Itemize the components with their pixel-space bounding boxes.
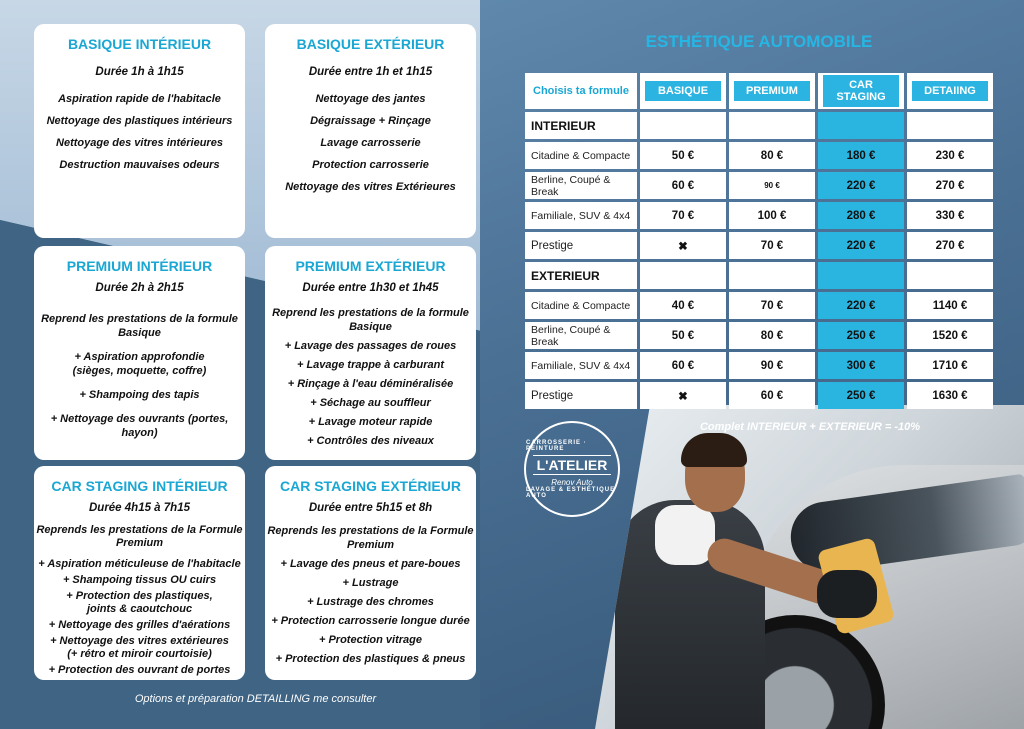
table-header-row — [525, 73, 993, 109]
empty-cell — [729, 112, 815, 139]
header-cell — [818, 73, 904, 109]
list-item: + Protection des ouvrant de portes — [48, 664, 231, 676]
price-cell: 270 € — [907, 172, 993, 199]
price-cell: 1520 € — [907, 322, 993, 349]
list-item: Reprend les prestations de la formule Basique — [41, 313, 238, 339]
price-cell: 220 € — [818, 292, 904, 319]
choose-formula-cell — [525, 73, 637, 109]
column-header: DETAIING — [912, 81, 988, 101]
list-item: Destruction mauvaises odeurs — [59, 159, 220, 171]
price-cell: 1630 € — [907, 382, 993, 409]
column-header: CAR STAGING — [823, 75, 899, 107]
header-cell — [640, 73, 726, 109]
list-item: + Lustrage — [342, 577, 399, 589]
price-cell: 60 € — [729, 382, 815, 409]
card-title: CAR STAGING INTÉRIEUR — [51, 478, 228, 494]
price-cell: 70 € — [729, 292, 815, 319]
card-basique-exterieur — [265, 24, 476, 238]
list-item: + Contrôles des niveaux — [307, 435, 434, 447]
list-item: Nettoyage des vitres Extérieures — [285, 181, 456, 193]
row-label: Berline, Coupé & Break — [525, 172, 637, 199]
list-item: Nettoyage des vitres intérieures — [56, 137, 223, 149]
price-cell: 80 € — [729, 322, 815, 349]
list-item: Nettoyage des jantes — [315, 93, 426, 105]
card-duration: Durée entre 1h et 1h15 — [308, 66, 433, 78]
card-premium-exterieur — [265, 246, 476, 460]
row-label: Citadine & Compacte — [525, 292, 637, 319]
card-title: CAR STAGING EXTÉRIEUR — [280, 478, 461, 494]
price-cell: ✖ — [640, 382, 726, 409]
list-item: Protection carrosserie — [312, 159, 429, 171]
price-cell: ✖ — [640, 232, 726, 259]
choose-formula-label: Choisis ta formule — [533, 85, 629, 97]
card-duration: Durée 4h15 à 7h15 — [88, 502, 190, 514]
list-item: + Lavage des pneus et pare-boues — [280, 558, 461, 570]
price-cell: 1710 € — [907, 352, 993, 379]
list-item: + Nettoyage des grilles d'aérations — [48, 619, 231, 631]
list-item: + Aspiration méticuleuse de l'habitacle — [38, 558, 241, 570]
section-row — [525, 112, 993, 139]
list-item: Reprends les prestations de la Formule Premium — [36, 524, 243, 549]
empty-cell — [640, 262, 726, 289]
logo-subtitle: Renov Auto — [551, 477, 593, 487]
price-cell: 70 € — [640, 202, 726, 229]
table-row — [525, 142, 993, 169]
price-cell: 100 € — [729, 202, 815, 229]
table-row — [525, 232, 993, 259]
card-basique-interieur — [34, 24, 245, 238]
list-item: + Shampoing tissus OU cuirs — [62, 574, 217, 586]
empty-cell — [818, 112, 904, 139]
list-item: Reprends les prestations de la Formule Premium — [267, 525, 474, 551]
row-label: Familiale, SUV & 4x4 — [525, 202, 637, 229]
list-item: + Nettoyage des ouvrants (portes, hayon) — [50, 413, 229, 439]
price-table — [522, 70, 996, 412]
card-items — [34, 524, 245, 677]
card-car-staging-interieur — [34, 466, 245, 680]
price-cell: 180 € — [818, 142, 904, 169]
row-label: Berline, Coupé & Break — [525, 322, 637, 349]
worker-shirt — [655, 505, 715, 565]
footer-note: Options et préparation DETAILLING me consulter — [134, 693, 377, 705]
table-row — [525, 292, 993, 319]
discount-note: Complet INTERIEUR + EXTERIEUR = -10% — [699, 421, 921, 433]
column-header: BASIQUE — [645, 81, 721, 101]
price-cell: 300 € — [818, 352, 904, 379]
price-cell: 1140 € — [907, 292, 993, 319]
table-row — [525, 172, 993, 199]
table-row — [525, 382, 993, 409]
empty-cell — [729, 262, 815, 289]
empty-cell — [907, 262, 993, 289]
list-item: + Nettoyage des vitres extérieures (+ rétro et miroir courtoisie) — [50, 635, 229, 660]
row-label: Familiale, SUV & 4x4 — [525, 352, 637, 379]
price-cell: 250 € — [818, 322, 904, 349]
card-duration: Durée 2h à 2h15 — [95, 282, 184, 294]
empty-cell — [640, 112, 726, 139]
column-header: PREMIUM — [734, 81, 810, 101]
empty-cell — [907, 112, 993, 139]
card-items — [265, 524, 476, 666]
price-cell: 90 € — [729, 172, 815, 199]
card-title: BASIQUE INTÉRIEUR — [67, 36, 212, 52]
card-title: PREMIUM EXTÉRIEUR — [295, 258, 446, 274]
table-title: ESTHÉTIQUE AUTOMOBILE — [645, 32, 873, 51]
section-label: INTERIEUR — [525, 112, 637, 139]
card-title: BASIQUE EXTÉRIEUR — [296, 36, 445, 52]
list-item: Lavage carrosserie — [320, 137, 421, 149]
header-cell — [907, 73, 993, 109]
list-item: + Lavage des passages de roues — [284, 340, 457, 352]
card-premium-interieur — [34, 246, 245, 460]
car-detailing-photo — [595, 405, 1024, 729]
card-items — [34, 92, 245, 172]
list-item: + Protection carrosserie longue durée — [271, 615, 470, 627]
table-row — [525, 202, 993, 229]
price-cell: 50 € — [640, 322, 726, 349]
list-item: + Protection des plastiques, joints & caoutchouc — [66, 590, 213, 615]
list-item: + Séchage au souffleur — [310, 397, 431, 409]
price-cell: 80 € — [729, 142, 815, 169]
card-duration: Durée entre 1h30 et 1h45 — [302, 282, 439, 294]
list-item: Aspiration rapide de l'habitacle — [58, 93, 221, 105]
card-items — [265, 306, 476, 448]
card-duration: Durée entre 5h15 et 8h — [308, 502, 433, 514]
price-cell: 220 € — [818, 232, 904, 259]
row-label: Prestige — [525, 382, 637, 409]
worker-hair — [681, 433, 747, 467]
list-item: + Protection des plastiques & pneus — [275, 653, 466, 665]
section-row — [525, 262, 993, 289]
list-item: + Lavage trappe à carburant — [296, 359, 445, 371]
price-cell: 90 € — [729, 352, 815, 379]
list-item: + Lustrage des chromes — [307, 596, 434, 608]
table-row — [525, 322, 993, 349]
row-label: Prestige — [525, 232, 637, 259]
card-title: PREMIUM INTÉRIEUR — [66, 258, 213, 274]
price-cell: 70 € — [729, 232, 815, 259]
list-item: + Shampoing des tapis — [79, 389, 200, 401]
price-cell: 330 € — [907, 202, 993, 229]
table-row — [525, 352, 993, 379]
card-car-staging-exterieur — [265, 466, 476, 680]
logo-brand: L'ATELIER — [533, 455, 612, 475]
list-item: Dégraissage + Rinçage — [310, 115, 431, 127]
list-item: + Aspiration approfondie (sièges, moquette, coffre) — [72, 351, 207, 377]
header-cell — [729, 73, 815, 109]
card-items — [34, 312, 245, 440]
price-cell: 270 € — [907, 232, 993, 259]
price-cell: 50 € — [640, 142, 726, 169]
list-item: + Lavage moteur rapide — [308, 416, 433, 428]
worker-glove — [817, 570, 877, 618]
price-cell: 40 € — [640, 292, 726, 319]
section-label: EXTERIEUR — [525, 262, 637, 289]
list-item: Nettoyage des plastiques intérieurs — [46, 115, 233, 127]
list-item: Reprend les prestations de la formule Basique — [272, 307, 469, 333]
logo-ring-top: CARROSSERIE · PEINTURE — [526, 439, 587, 452]
price-cell: 230 € — [907, 142, 993, 169]
price-cell: 220 € — [818, 172, 904, 199]
list-item: + Protection vitrage — [318, 634, 422, 646]
card-duration: Durée 1h à 1h15 — [95, 66, 184, 78]
price-cell: 280 € — [818, 202, 904, 229]
price-cell: 60 € — [640, 172, 726, 199]
atelier-logo — [524, 421, 620, 517]
price-cell: 250 € — [818, 382, 904, 409]
empty-cell — [818, 262, 904, 289]
list-item: + Rinçage à l'eau déminéralisée — [287, 378, 454, 390]
row-label: Citadine & Compacte — [525, 142, 637, 169]
logo-ring-bottom: LAVAGE & ESTHÉTIQUE AUTO — [526, 486, 616, 499]
price-cell: 60 € — [640, 352, 726, 379]
card-items — [265, 92, 476, 194]
